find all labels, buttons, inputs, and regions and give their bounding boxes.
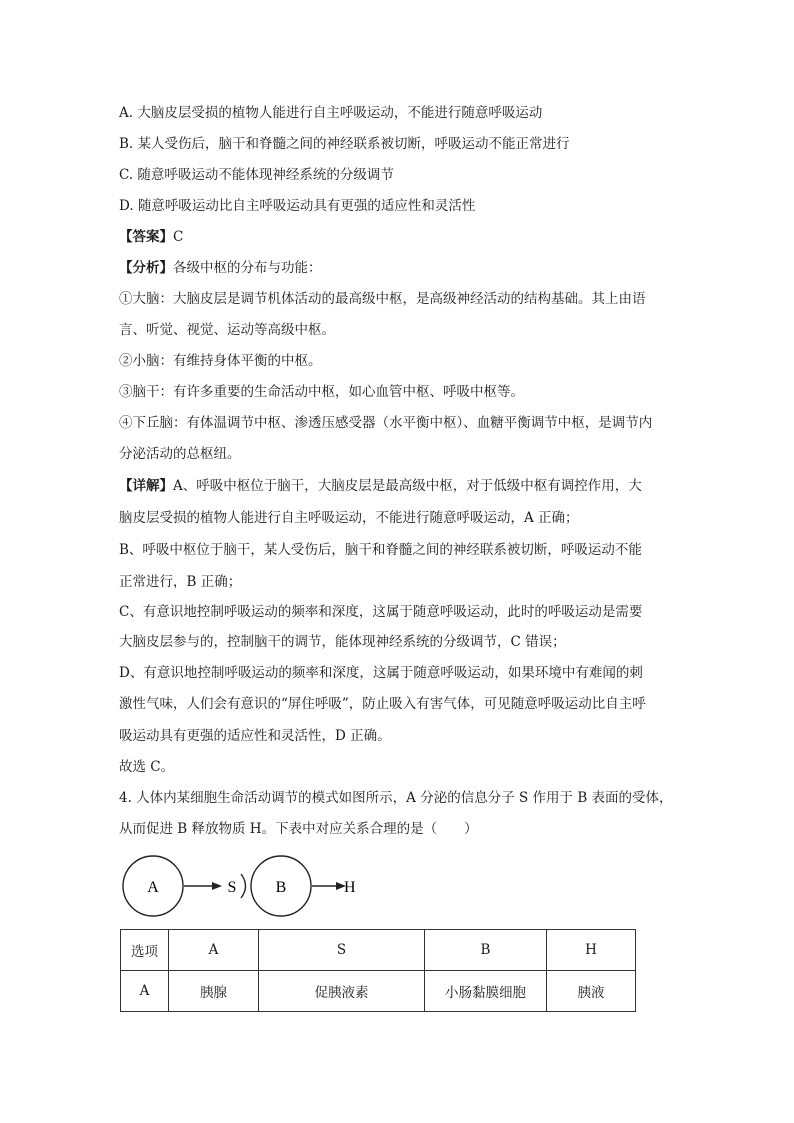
conclusion: 故选 C。 — [119, 759, 175, 775]
arrow-a-to-s-head — [212, 882, 222, 890]
detail-line: 激性气味，人们会有意识的“屏住呼吸”，防止吸入有害气体，可见随意呼吸运动比自主呼 — [119, 696, 646, 712]
answer-label: 【答案】 — [119, 229, 173, 245]
table-cell: A — [121, 971, 169, 1012]
table-header-cell: A — [169, 930, 259, 971]
analysis-item: ④下丘脑：有体温调节中枢、渗透压感受器（水平衡中枢）、血糖平衡调节中枢，是调节内 — [119, 415, 653, 431]
cell-a-label: A — [147, 879, 159, 896]
option-c: C. 随意呼吸运动不能体现神经系统的分级调节 — [119, 167, 394, 183]
table-cell: 促胰液素 — [259, 971, 425, 1012]
question-4-line-2: 从而促进 B 释放物质 H。下表中对应关系合理的是（ ） — [119, 821, 478, 837]
product-label: H — [344, 879, 356, 896]
analysis-item: ①大脑：大脑皮层是调节机体活动的最高级中枢，是高级神经活动的结构基础。其上由语 — [119, 291, 646, 307]
signaling-diagram — [118, 852, 378, 922]
table-header-cell: B — [425, 930, 547, 971]
detail-line: 脑皮层受损的植物人能进行自主呼吸运动，不能进行随意呼吸运动，A 正确； — [119, 510, 579, 526]
option-b: B. 某人受伤后，脑干和脊髓之间的神经联系被切断，呼吸运动不能正常进行 — [119, 136, 570, 152]
table-cell: 胰液 — [547, 971, 636, 1012]
analysis-heading — [119, 259, 322, 277]
detail-first-line — [119, 477, 642, 495]
answer-value: C — [173, 229, 184, 245]
table-row — [121, 971, 636, 1012]
cell-b-label: B — [275, 879, 287, 896]
detail-line: 吸运动具有更强的适应性和灵活性，D 正确。 — [119, 728, 391, 744]
question-4-line-1: 4. 人体内某细胞生命活动调节的模式如图所示，A 分泌的信息分子 S 作用于 B 表面的受体， — [119, 790, 673, 806]
detail-line: 正常进行，B 正确； — [119, 574, 242, 590]
analysis-label: 【分析】 — [119, 260, 173, 276]
analysis-item: ③脑干：有许多重要的生命活动中枢，如心血管中枢、呼吸中枢等。 — [119, 384, 524, 400]
analysis-item: ②小脑：有维持身体平衡的中枢。 — [119, 353, 322, 369]
detail-line: A、呼吸中枢位于脑干，大脑皮层是最高级中枢，对于低级中枢有调控作用，大 — [173, 478, 642, 494]
receptor-icon — [241, 874, 246, 898]
table-cell: 胰腺 — [169, 971, 259, 1012]
options-table — [120, 929, 636, 1012]
answer-line — [119, 228, 183, 246]
analysis-intro: 各级中枢的分布与功能： — [173, 260, 322, 276]
table-header-row — [121, 930, 636, 971]
detail-label: 【详解】 — [119, 478, 173, 494]
table-cell: 小肠黏膜细胞 — [425, 971, 547, 1012]
signal-label: S — [227, 879, 237, 896]
option-d: D. 随意呼吸运动比自主呼吸运动具有更强的适应性和灵活性 — [119, 198, 476, 214]
detail-line: 大脑皮层参与的，控制脑干的调节，能体现神经系统的分级调节，C 错误； — [119, 634, 566, 650]
table-header-cell: 选项 — [121, 930, 169, 971]
analysis-item: 分泌活动的总枢纽。 — [119, 446, 241, 462]
detail-line: D、有意识地控制呼吸运动的频率和深度，这属于随意呼吸运动，如果环境中有难闻的刺 — [119, 665, 643, 681]
option-a: A. 大脑皮层受损的植物人能进行自主呼吸运动，不能进行随意呼吸运动 — [119, 105, 543, 121]
detail-line: B、呼吸中枢位于脑干，某人受伤后，脑干和脊髓之间的神经联系被切断，呼吸运动不能 — [119, 542, 642, 558]
table-header-cell: S — [259, 930, 425, 971]
detail-line: C、有意识地控制呼吸运动的频率和深度，这属于随意呼吸运动，此时的呼吸运动是需要 — [119, 604, 643, 620]
table-header-cell: H — [547, 930, 636, 971]
analysis-item: 言、听觉、视觉、运动等高级中枢。 — [119, 322, 335, 338]
